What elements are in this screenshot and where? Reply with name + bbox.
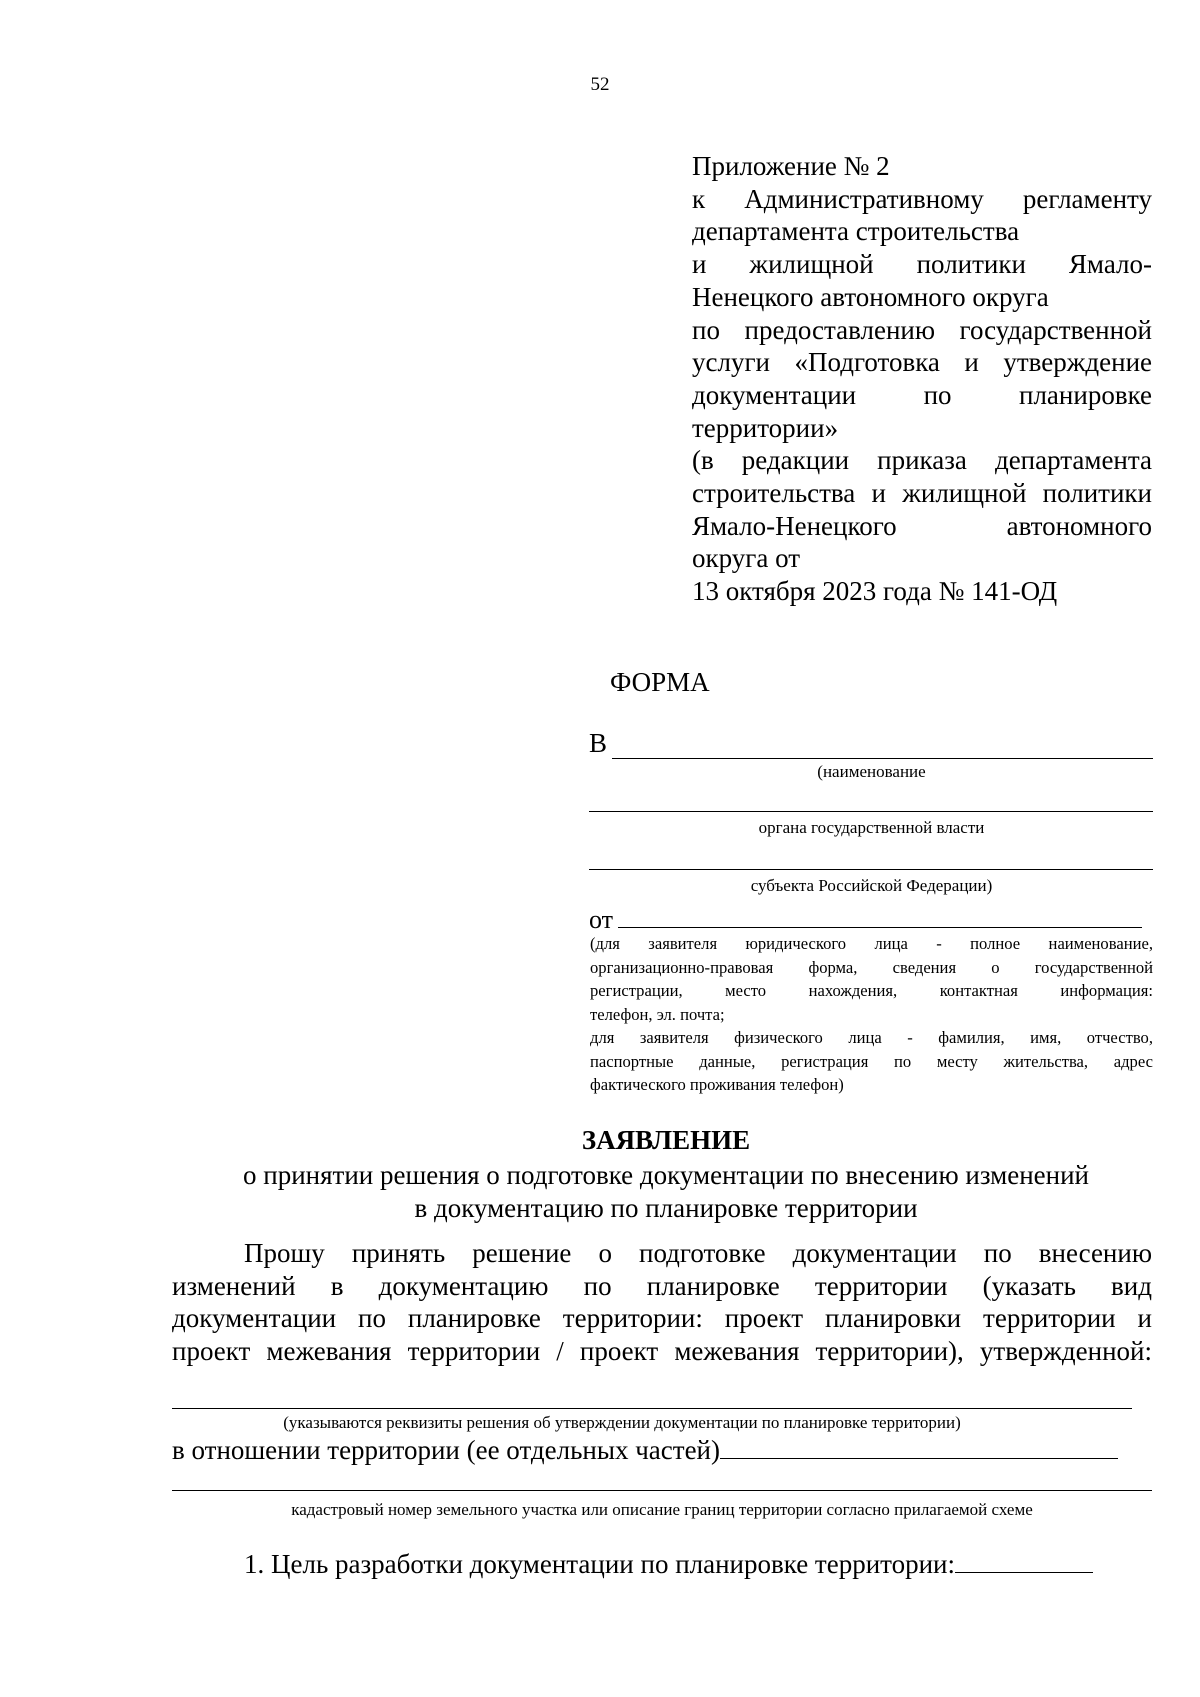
statement-subtitle-line: о принятии решения о подготовке документации по внесению изменений [243, 1160, 1089, 1190]
to-name-caption: (наименование [817, 762, 926, 781]
to-subject-line[interactable] [589, 869, 1153, 870]
body-line: документации по планировке территории: проект планировки территории и [172, 1303, 1152, 1333]
form-label: ФОРМА [610, 667, 710, 697]
to-prefix: В [589, 728, 608, 758]
cadastral-caption: кадастровый номер земельного участка или описание границ территории согласно прилагаемой схеме [291, 1500, 1033, 1519]
appendix-line: документации по планировке [692, 379, 1152, 410]
appendix-header [692, 150, 1152, 608]
appendix-line: Ненецкого автономного округа [692, 281, 1049, 312]
from-note-line: (для заявителя юридического лица - полное наименование, [590, 934, 1153, 953]
to-name-line[interactable] [612, 758, 1153, 759]
appendix-line: департамента строительства [692, 216, 1020, 247]
goal-row [244, 1548, 1093, 1580]
body-line: Прошу принять решение о подготовке документации по внесению [244, 1238, 1152, 1268]
appendix-line: округа от [692, 543, 801, 574]
from-note-line: паспортные данные, регистрация по месту жительства, адрес [590, 1051, 1153, 1071]
statement-subtitle [0, 1159, 1200, 1225]
appendix-line: услуги «Подготовка и утверждение [692, 347, 1152, 378]
relation-label: в отношении территории (ее отдельных частей) [172, 1435, 721, 1465]
appendix-line: к Административному регламенту [692, 183, 1152, 214]
relation-row [172, 1434, 1118, 1466]
from-note [590, 932, 1153, 1097]
requisites-caption: (указываются реквизиты решения об утверждении документации по планировке территории) [283, 1413, 961, 1432]
appendix-line: строительства и жилищной политики [692, 478, 1152, 509]
to-authority-caption: органа государственной власти [758, 818, 985, 837]
from-note-line: организационно-правовая форма, сведения о государственной [590, 957, 1153, 977]
requisites-line[interactable] [172, 1408, 1132, 1409]
from-prefix: от [589, 905, 614, 934]
from-note-line: фактического проживания телефон) [590, 1075, 844, 1094]
cadastral-line[interactable] [172, 1490, 1152, 1491]
from-note-line: регистрации, место нахождения, контактная информация: [590, 981, 1153, 1000]
statement-title: ЗАЯВЛЕНИЕ [581, 1125, 751, 1155]
appendix-line: территории» [692, 412, 839, 443]
from-line[interactable] [618, 927, 1142, 928]
goal-label: 1. Цель разработки документации по планировке территории: [244, 1549, 956, 1579]
body-line: изменений в документацию по планировке территории (указать вид [172, 1270, 1152, 1301]
to-subject-caption: субъекта Российской Федерации) [750, 876, 993, 895]
appendix-line: и жилищной политики Ямало- [692, 249, 1152, 280]
body-line: проект межевания территории / проект межевания территории), утвержденной: [172, 1335, 1152, 1366]
appendix-line: (в редакции приказа департамента [692, 445, 1152, 476]
appendix-line: по предоставлению государственной [692, 314, 1152, 345]
page-number: 52 [590, 74, 610, 95]
appendix-line: Ямало-Ненецкого автономного [692, 510, 1152, 541]
statement-subtitle-line: в документацию по планировке территории [414, 1193, 918, 1223]
appendix-line: Приложение № 2 [692, 151, 890, 181]
relation-blank[interactable] [720, 1434, 1118, 1459]
to-authority-line[interactable] [589, 811, 1153, 812]
from-note-line: телефон, эл. почта; [590, 1004, 725, 1024]
from-note-line: для заявителя физического лица - фамилия, имя, отчество, [590, 1028, 1153, 1047]
goal-blank[interactable] [955, 1548, 1093, 1573]
appendix-line: 13 октября 2023 года № 141-ОД [692, 576, 1058, 607]
request-paragraph [172, 1237, 1152, 1367]
